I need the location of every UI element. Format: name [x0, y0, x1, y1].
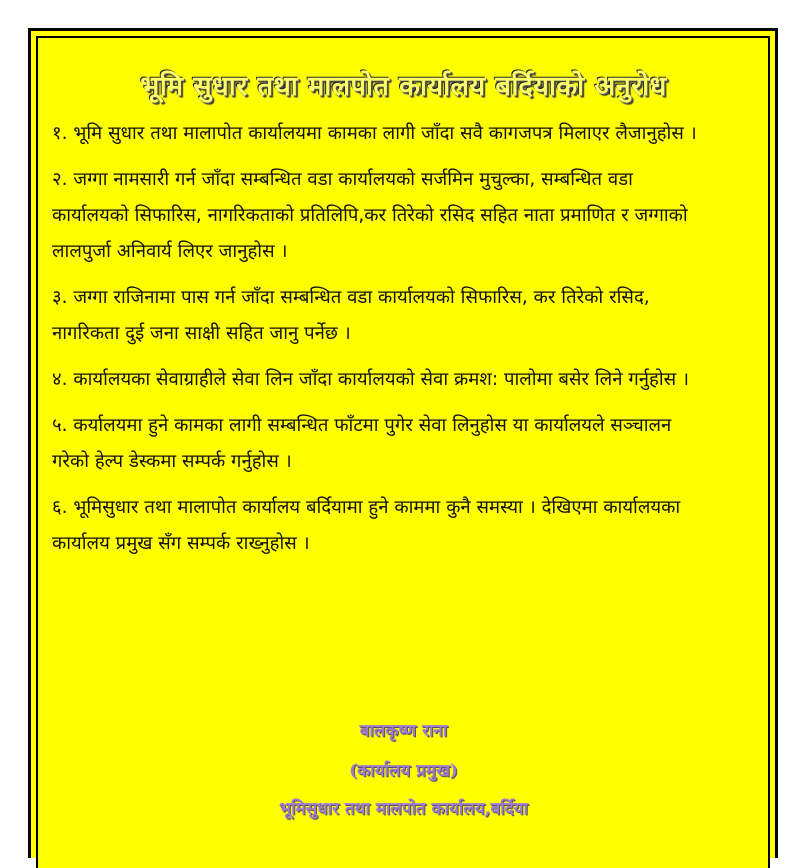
- notice-item-6: ६. भूमिसुधार तथा मालापोत कार्यालय बर्दियामा हुने काममा कुनै समस्या । देखिएमा कार्यालयका कार्यालय प्रमुख सँग सम्पर्क राख्नुहोस ।: [52, 497, 681, 554]
- signature-office: भूमिसुधार तथा मालपोत कार्यालय,बर्दिया: [279, 799, 528, 819]
- notice-items: [52, 116, 702, 572]
- notice-item-4: ४. कार्यालयका सेवाग्राहीले सेवा लिन जाँदा कार्यालयको सेवा क्रमश: पालोमा बसेर लिने गर्नुहोस ।: [52, 369, 690, 390]
- notice-item-1: १. भूमि सुधार तथा मालापोत कार्यालयमा कामका लागी जाँदा सवै कागजपत्र मिलाएर लैजानुहोस ।: [52, 123, 697, 144]
- signature-name: बालकृष्ण राना: [359, 721, 448, 741]
- signature-position: (कार्यालय प्रमुख): [349, 761, 458, 781]
- notice-item-3: ३. जग्गा राजिनामा पास गर्न जाँदा सम्बन्धित वडा कार्यालयको सिफारिस, कर तिरेको रसिद, नागरिकता दुई जना साक्षी सहित जानु पर्नेछ ।: [52, 287, 650, 344]
- notice-title: भूमि सुधार तथा मालपोत कार्यालय बर्दियाको अनुरोध: [140, 71, 667, 102]
- notice-item-5: ५. कर्यालयमा हुने कामका लागी सम्बन्धित फाँटमा पुगेर सेवा लिनुहोस या कार्यालयले सञ्चालन गरेको हेल्प डेस्कमा सम्पर्क गर्नुहोस ।: [52, 415, 672, 472]
- notice-item-2: २. जग्गा नामसारी गर्न जाँदा सम्बन्धित वडा कार्यालयको सर्जमिन मुचुल्का, सम्बन्धित वडा कार्यालयको सिफारिस, नागरिकताको प्रतिलिपि,कर तिरेको रसिद सहित नाता प्रमाणित र जग्गाको लालपुर्जा अनिवार्य लिएर जानुहोस ।: [52, 169, 688, 262]
